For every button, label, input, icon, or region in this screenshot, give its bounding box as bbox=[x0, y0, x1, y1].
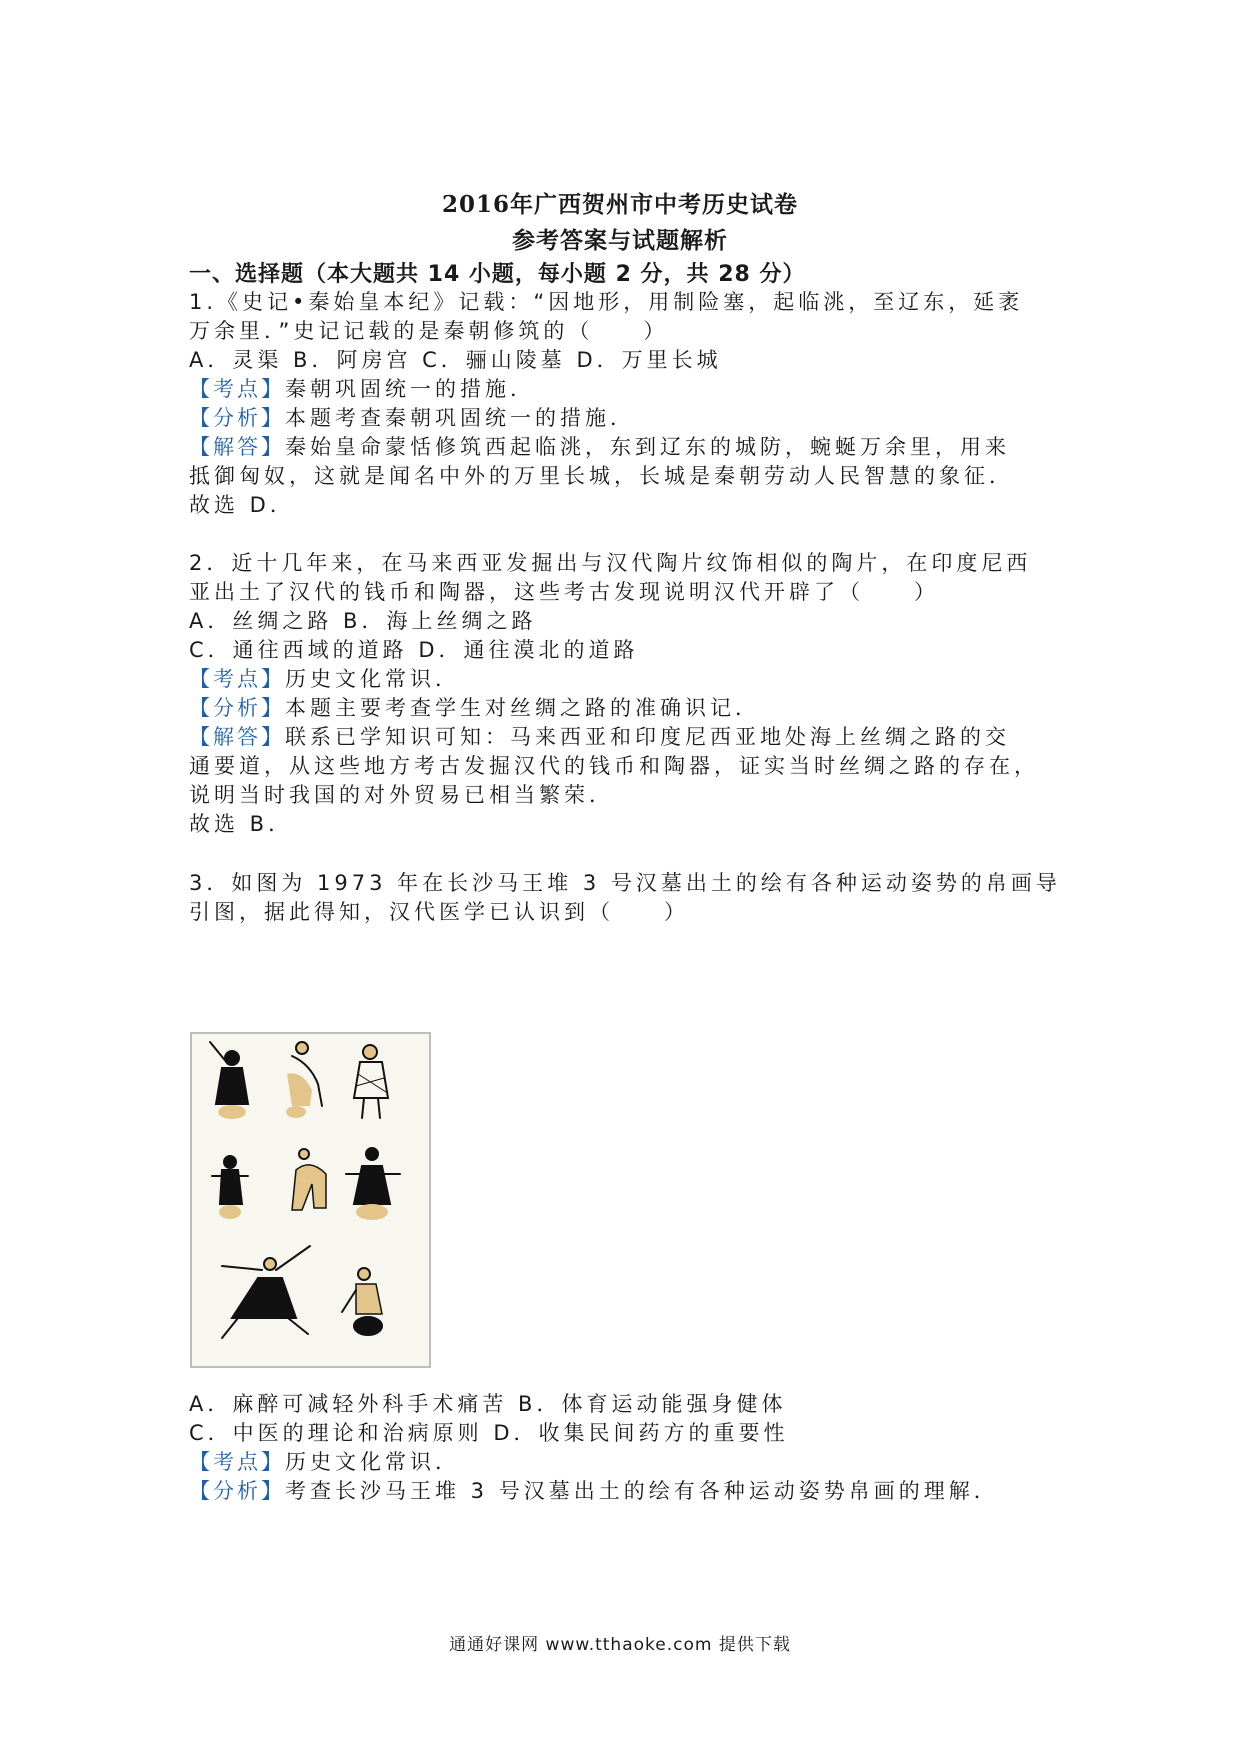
jieda-tag: 【解答】 bbox=[189, 435, 285, 459]
q2-jieda-line1 bbox=[189, 721, 1010, 751]
figure-kneeling bbox=[342, 1268, 382, 1335]
figure-bowing bbox=[292, 1149, 326, 1210]
daoyin-silk-painting-figure bbox=[190, 1032, 431, 1368]
page-title: 2016年广西贺州市中考历史试卷 bbox=[441, 191, 798, 218]
figure-arms-out-left bbox=[212, 1156, 248, 1219]
page-subtitle: 参考答案与试题解析 bbox=[512, 227, 728, 254]
footer-credit: 通通好课网 www.tthaoke.com 提供下载 bbox=[449, 1635, 791, 1655]
figure-lunging bbox=[222, 1246, 310, 1338]
jieda-text: 联系已学知识可知：马来西亚和印度尼西亚地处海上丝绸之路的交 bbox=[285, 725, 1010, 749]
kaodian-tag: 【考点】 bbox=[189, 1450, 285, 1474]
q3-options-line2: C．中医的理论和治病原则 D．收集民间药方的重要性 bbox=[189, 1421, 789, 1445]
q2-jieda-line2: 通要道，从这些地方考古发掘汉代的钱币和陶器，证实当时丝绸之路的存在， bbox=[189, 754, 1039, 778]
q1-jieda-line2: 抵御匈奴，这就是闻名中外的万里长城，长城是秦朝劳动人民智慧的象征． bbox=[189, 464, 1014, 488]
q2-answer: 故选 B． bbox=[189, 812, 294, 836]
q1-options: A．灵渠 B．阿房宫 C．骊山陵墓 D．万里长城 bbox=[189, 348, 722, 372]
kaodian-text: 历史文化常识． bbox=[285, 667, 460, 691]
q2-fenxi bbox=[189, 692, 760, 722]
q1-fenxi bbox=[189, 402, 635, 432]
jieda-tag: 【解答】 bbox=[189, 725, 285, 749]
kaodian-tag: 【考点】 bbox=[189, 377, 285, 401]
figure-bending-back bbox=[286, 1042, 322, 1118]
section-heading: 一、选择题（本大题共 14 小题，每小题 2 分，共 28 分） bbox=[189, 262, 806, 287]
q2-options-line2: C．通往西域的道路 D．通往漠北的道路 bbox=[189, 638, 639, 662]
fenxi-tag: 【分析】 bbox=[189, 406, 285, 430]
q3-stem-line2: 引图，据此得知，汉代医学已认识到（ ） bbox=[189, 900, 689, 924]
figure-robed-standing bbox=[354, 1045, 388, 1118]
q1-stem-line2: 万余里．”史记记载的是秦朝修筑的（ ） bbox=[189, 319, 669, 343]
q3-stem-line1: 3．如图为 1973 年在长沙马王堆 3 号汉墓出土的绘有各种运动姿势的帛画导 bbox=[189, 871, 1061, 895]
q1-stem-line1: 1.《史记•秦始皇本纪》记载：“因地形，用制险塞，起临洮，至辽东，延袤 bbox=[189, 290, 1024, 314]
q3-fenxi bbox=[189, 1475, 999, 1505]
fenxi-tag: 【分析】 bbox=[189, 696, 285, 720]
q2-kaodian bbox=[189, 663, 460, 693]
q1-answer: 故选 D． bbox=[189, 493, 295, 517]
q2-stem-line1: 2．近十几年来，在马来西亚发掘出与汉代陶片纹饰相似的陶片，在印度尼西 bbox=[189, 551, 1032, 575]
q1-kaodian bbox=[189, 373, 535, 403]
q3-kaodian bbox=[189, 1446, 460, 1476]
jieda-text: 秦始皇命蒙恬修筑西起临洮，东到辽东的城防，蜿蜒万余里，用来 bbox=[285, 435, 1010, 459]
fenxi-text: 考查长沙马王堆 3 号汉墓出土的绘有各种运动姿势帛画的理解． bbox=[285, 1479, 999, 1503]
kaodian-text: 秦朝巩固统一的措施． bbox=[285, 377, 535, 401]
q2-stem-line2: 亚出土了汉代的钱币和陶器，这些考古发现说明汉代开辟了（ ） bbox=[189, 580, 939, 604]
q3-options-line1: A．麻醉可减轻外科手术痛苦 B．体育运动能强身健体 bbox=[189, 1392, 787, 1416]
fenxi-text: 本题主要考查学生对丝绸之路的准确识记． bbox=[285, 696, 760, 720]
figure-standing-arm-raised bbox=[210, 1042, 248, 1119]
kaodian-text: 历史文化常识． bbox=[285, 1450, 460, 1474]
exercise-figures-illustration bbox=[192, 1034, 429, 1366]
fenxi-tag: 【分析】 bbox=[189, 1479, 285, 1503]
fenxi-text: 本题考查秦朝巩固统一的措施． bbox=[285, 406, 635, 430]
figure-arms-spread-right bbox=[346, 1148, 400, 1220]
q2-jieda-line3: 说明当时我国的对外贸易已相当繁荣． bbox=[189, 783, 614, 807]
q1-jieda-line1 bbox=[189, 431, 1010, 461]
kaodian-tag: 【考点】 bbox=[189, 667, 285, 691]
q2-options-line1: A．丝绸之路 B．海上丝绸之路 bbox=[189, 609, 537, 633]
